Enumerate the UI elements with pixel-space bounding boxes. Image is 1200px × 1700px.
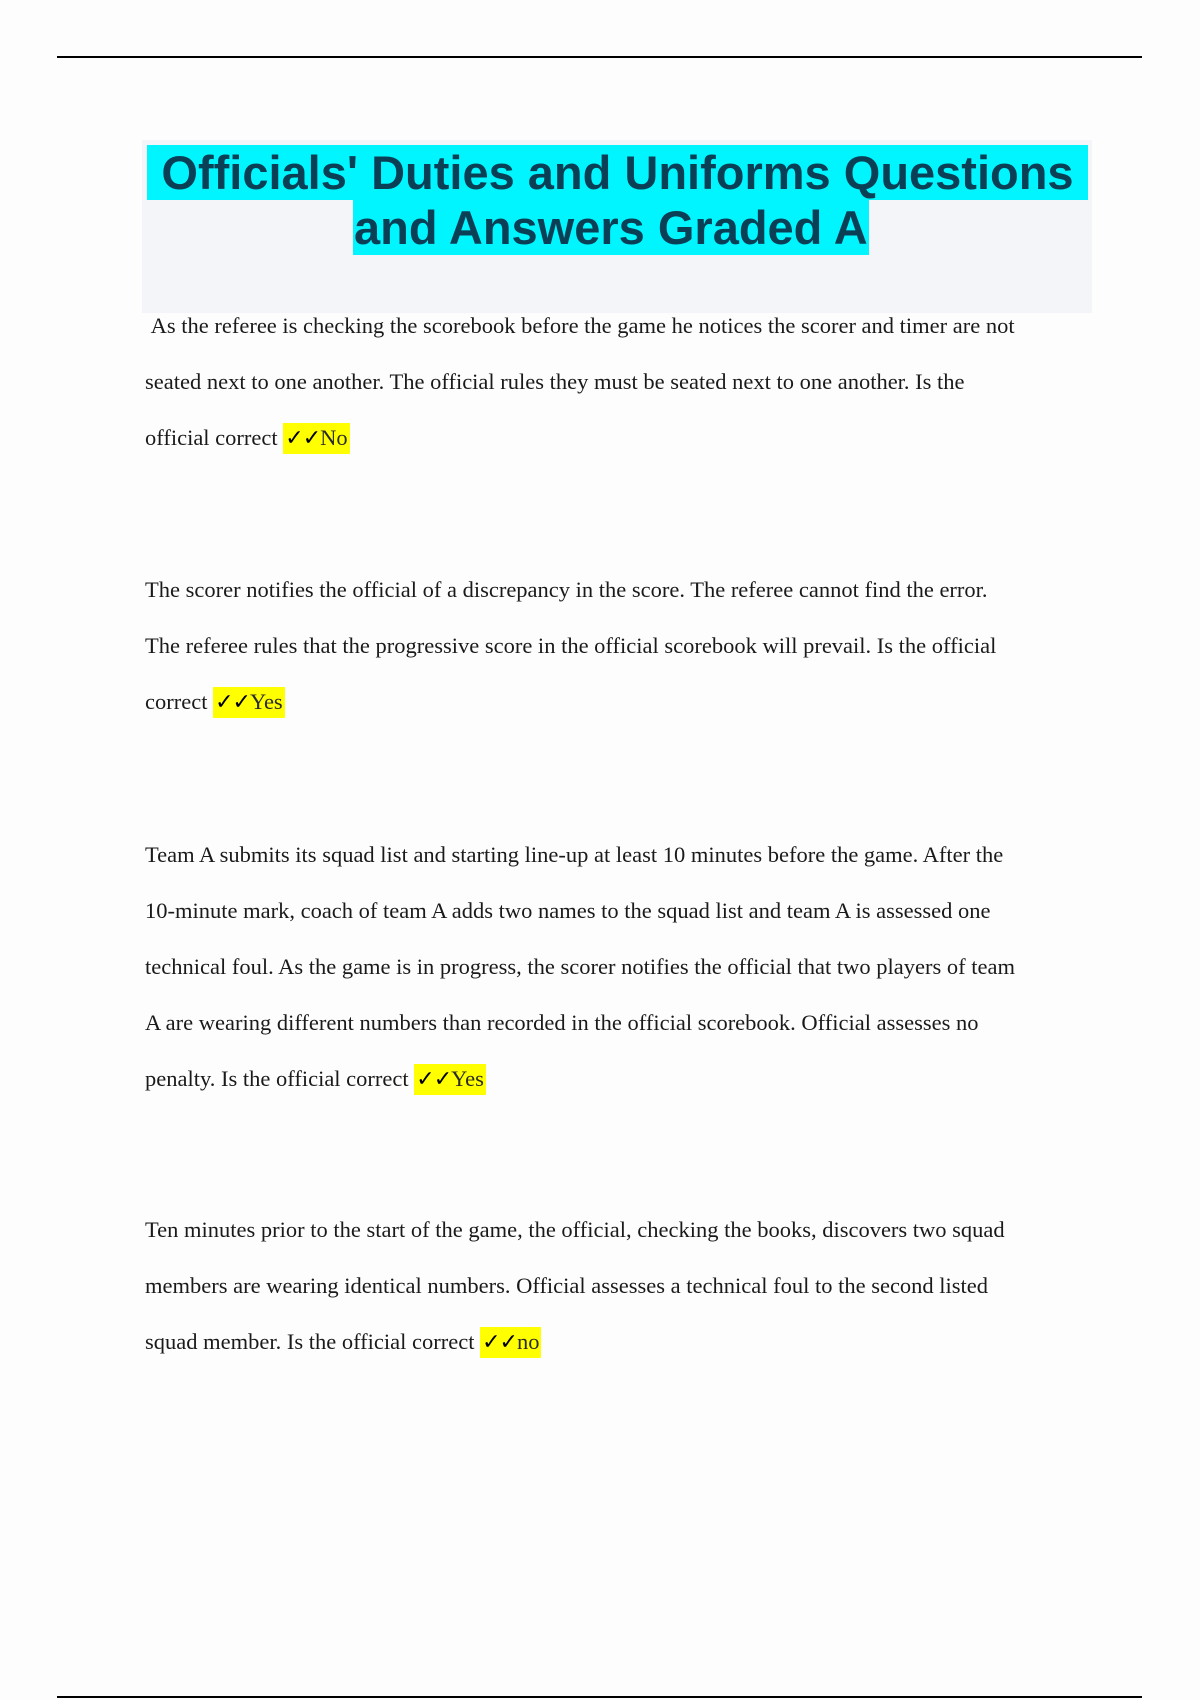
document-title-line-2: and Answers Graded A (354, 201, 868, 254)
question-4 (145, 1202, 1095, 1370)
question-3-line-4: A are wearing different numbers than recorded in the official scorebook. Official assesses no (145, 1010, 979, 1035)
question-2-line-3-text: correct (145, 689, 214, 714)
double-check-icon: ✓✓ (215, 690, 250, 715)
question-3-line-5-text: penalty. Is the official correct (145, 1066, 415, 1091)
answer-text-4: no (516, 1329, 540, 1354)
question-3 (145, 827, 1095, 1107)
question-1-line-3 (145, 410, 1095, 466)
answer-text-1: No (320, 425, 348, 450)
document-title-block (142, 140, 1092, 313)
question-3-line-2: 10-minute mark, coach of team A adds two names to the squad list and team A is assessed one (145, 898, 991, 923)
question-2-line-2: The referee rules that the progressive score in the official scorebook will prevail. Is the official (145, 633, 997, 658)
answer-highlight-3 (414, 1064, 486, 1095)
answer-highlight-4 (480, 1327, 541, 1358)
question-4-line-2: members are wearing identical numbers. Official assesses a technical foul to the second listed (145, 1273, 989, 1298)
question-3-line-5 (145, 1051, 1095, 1107)
document-title-line-1: Officials' Duties and Uniforms Questions (147, 145, 1088, 200)
question-4-line-3-text: squad member. Is the official correct (145, 1329, 481, 1354)
double-check-icon: ✓✓ (416, 1067, 452, 1092)
question-1-line-2: seated next to one another. The official rules they must be seated next to one another. Is the (145, 369, 965, 394)
question-4-line-1: Ten minutes prior to the start of the game, the official, checking the books, discovers two squad (145, 1217, 1005, 1242)
double-check-icon: ✓✓ (285, 426, 321, 451)
double-check-icon: ✓✓ (482, 1330, 517, 1355)
question-3-line-3: technical foul. As the game is in progress, the scorer notifies the official that two players of team (145, 954, 1015, 979)
answer-highlight-2 (213, 687, 285, 718)
answer-text-2: Yes (249, 689, 283, 714)
question-1 (145, 298, 1095, 466)
bottom-rule (57, 1696, 1142, 1698)
answer-text-3: Yes (451, 1066, 484, 1091)
question-1-line-3-text: official correct (145, 425, 284, 450)
question-1-line-1: As the referee is checking the scorebook before the game he notices the scorer and timer are not (145, 313, 1015, 338)
question-3-line-1: Team A submits its squad list and starting line-up at least 10 minutes before the game. After the (145, 842, 1004, 867)
answer-highlight-1 (283, 423, 349, 454)
question-2-line-3 (145, 674, 1095, 730)
question-2-line-1: The scorer notifies the official of a discrepancy in the score. The referee cannot find the error. (145, 577, 988, 602)
question-4-line-3 (145, 1314, 1095, 1370)
question-2 (145, 562, 1095, 730)
top-rule (57, 56, 1142, 58)
